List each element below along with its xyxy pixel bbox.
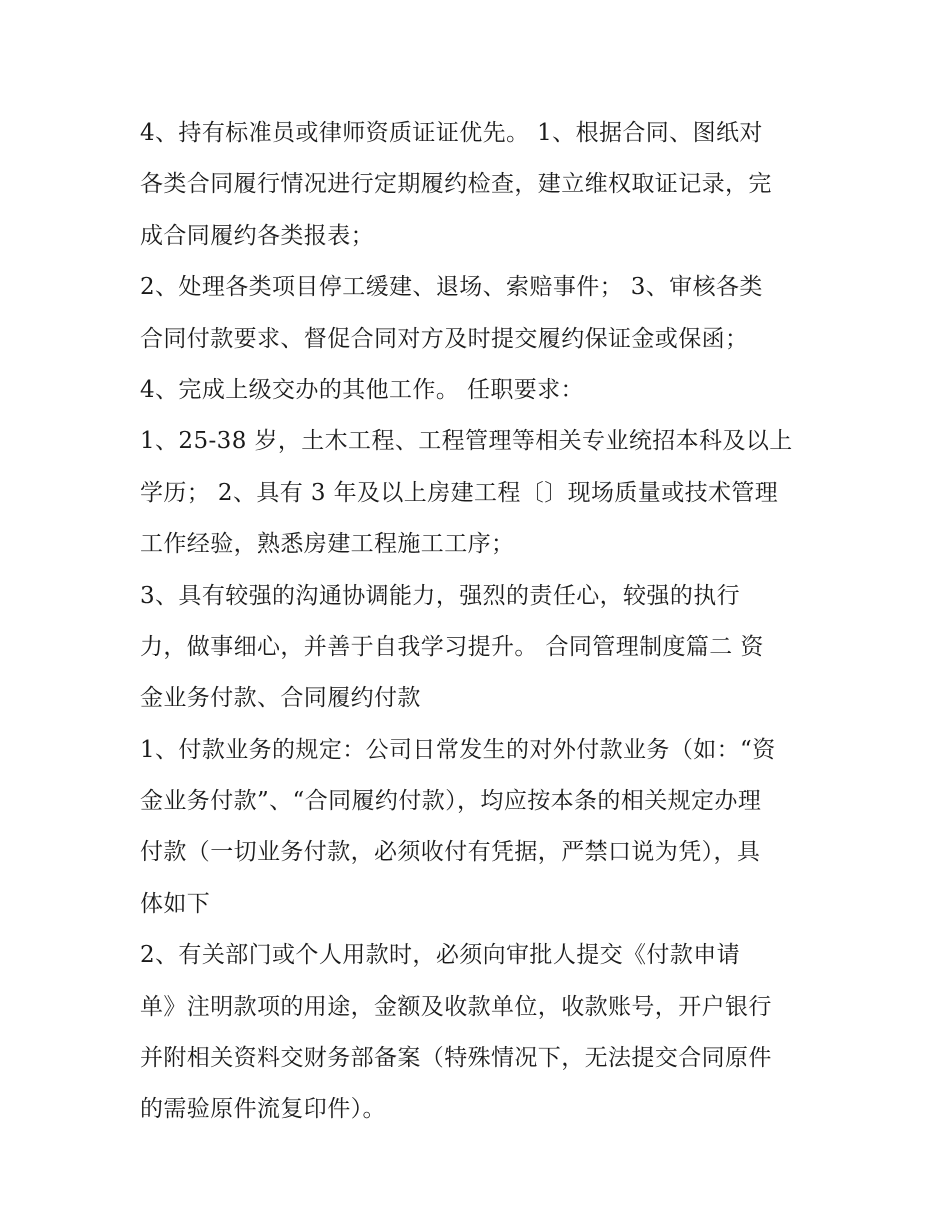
- text-line: 4、完成上级交办的其他工作。 任职要求：: [140, 376, 584, 403]
- text-line: 金业务付款”、“合同履约付款），均应按本条的相关规定办理: [140, 788, 762, 815]
- body-text: [140, 108, 820, 1136]
- text-line: 体如下: [140, 890, 211, 917]
- text-line: 工作经验，熟悉房建工程施工工序；: [140, 531, 515, 558]
- text-line: 合同付款要求、督促合同对方及时提交履约保证金或保函；: [140, 325, 749, 352]
- text-line: 金业务付款、合同履约付款: [140, 685, 421, 712]
- text-line: 成合同履约各类报表；: [140, 222, 374, 249]
- text-line: 1、25-38 岁，土木工程、工程管理等相关专业统招本科及以上: [140, 428, 793, 455]
- text-line: 3、具有较强的沟通协调能力，强烈的责任心，较强的执行: [140, 582, 741, 609]
- text-line: 学历； 2、具有 3 年及以上房建工程〔〕现场质量或技术管理: [140, 479, 779, 506]
- text-line: 2、有关部门或个人用款时，必须向审批人提交《付款申请: [140, 942, 741, 969]
- text-line: 4、持有标准员或律师资质证证优先。 1、根据合同、图纸对: [140, 120, 763, 146]
- text-line: 各类合同履行情况进行定期履约检查，建立维权取证记录，完: [140, 171, 772, 198]
- text-line: 单》注明款项的用途，金额及收款单位，收款账号，开户银行: [140, 993, 772, 1020]
- text-line: 的需验原件流复印件）。: [140, 1096, 386, 1123]
- text-line: 力，做事细心，并善于自我学习提升。 合同管理制度篇二 资: [140, 633, 764, 660]
- text-line: 付款（一切业务付款，必须收付有凭据，严禁口说为凭），具: [140, 839, 761, 866]
- text-line: 2、处理各类项目停工缓建、退场、索赔事件； 3、审核各类: [140, 274, 763, 301]
- text-line: 1、付款业务的规定：公司日常发生的对外付款业务（如：“资: [140, 736, 776, 763]
- text-line: 并附相关资料交财务部备案（特殊情况下，无法提交合同原件: [140, 1045, 772, 1072]
